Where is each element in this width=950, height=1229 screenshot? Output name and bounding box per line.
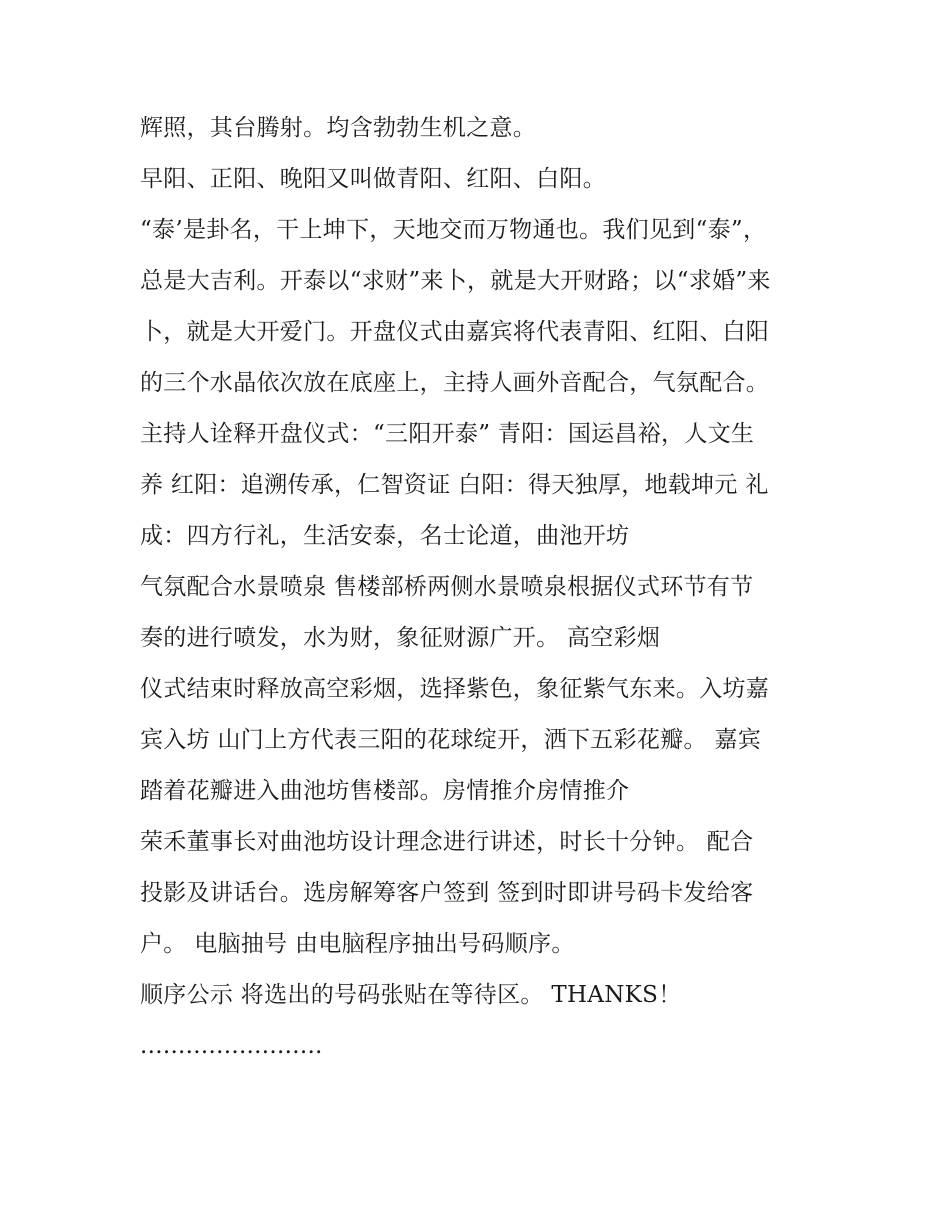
text-line-1: 辉照，其台腾射。均含勃勃生机之意。	[140, 115, 537, 141]
text-line-11: 奏的进行喷发，水为财，象征财源广开。 高空彩烟	[140, 625, 661, 651]
text-line-8: 养 红阳：追溯传承，仁智资证 白阳：得天独厚，地载坤元 礼	[140, 472, 769, 498]
text-line-5: 卜，就是大开爱门。开盘仪式由嘉宾将代表青阳、红阳、白阳	[140, 319, 770, 345]
document-body	[140, 103, 840, 1072]
text-line-16: 投影及讲话台。选房解筹客户签到 签到时即讲号码卡发给客	[140, 880, 754, 906]
text-line-9: 成：四方行礼，生活安泰，名士论道，曲池开坊	[140, 523, 630, 549]
text-line-17: 户。 电脑抽号 由电脑程序抽出号码顺序。	[140, 931, 575, 957]
text-line-3: “泰’是卦名，干上坤下，天地交而万物通也。我们见到“泰”，	[140, 217, 767, 243]
text-line-12: 仪式结束时释放高空彩烟，选择紫色，象征紫气东来。入坊嘉	[140, 676, 770, 702]
text-line-2: 早阳、正阳、晚阳又叫做青阳、红阳、白阳。	[140, 166, 606, 192]
text-line-14: 踏着花瓣进入曲池坊售楼部。房情推介房情推介	[140, 778, 630, 804]
text-line-15: 荣禾董事长对曲池坊设计理念进行讲述，时长十分钟。 配合	[140, 829, 754, 855]
text-line-6: 的三个水晶依次放在底座上，主持人画外音配合，气氛配合。	[140, 370, 770, 396]
text-line-13: 宾入坊 山门上方代表三阳的花球绽开，洒下五彩花瓣。 嘉宾	[140, 727, 762, 753]
text-line-18: 顺序公示 将选出的号码张贴在等待区。 THANKS！	[140, 982, 682, 1008]
dotted-leader: ........................	[140, 1033, 323, 1059]
text-line-10: 气氛配合水景喷泉 售楼部桥两侧水景喷泉根据仪式环节有节	[140, 574, 754, 600]
text-line-7: 主持人诠释开盘仪式：“三阳开泰” 青阳：国运昌裕，人文生	[140, 421, 755, 447]
text-line-4: 总是大吉利。开泰以“求财”来卜，就是大开财路；以“求婚”来	[140, 268, 771, 294]
